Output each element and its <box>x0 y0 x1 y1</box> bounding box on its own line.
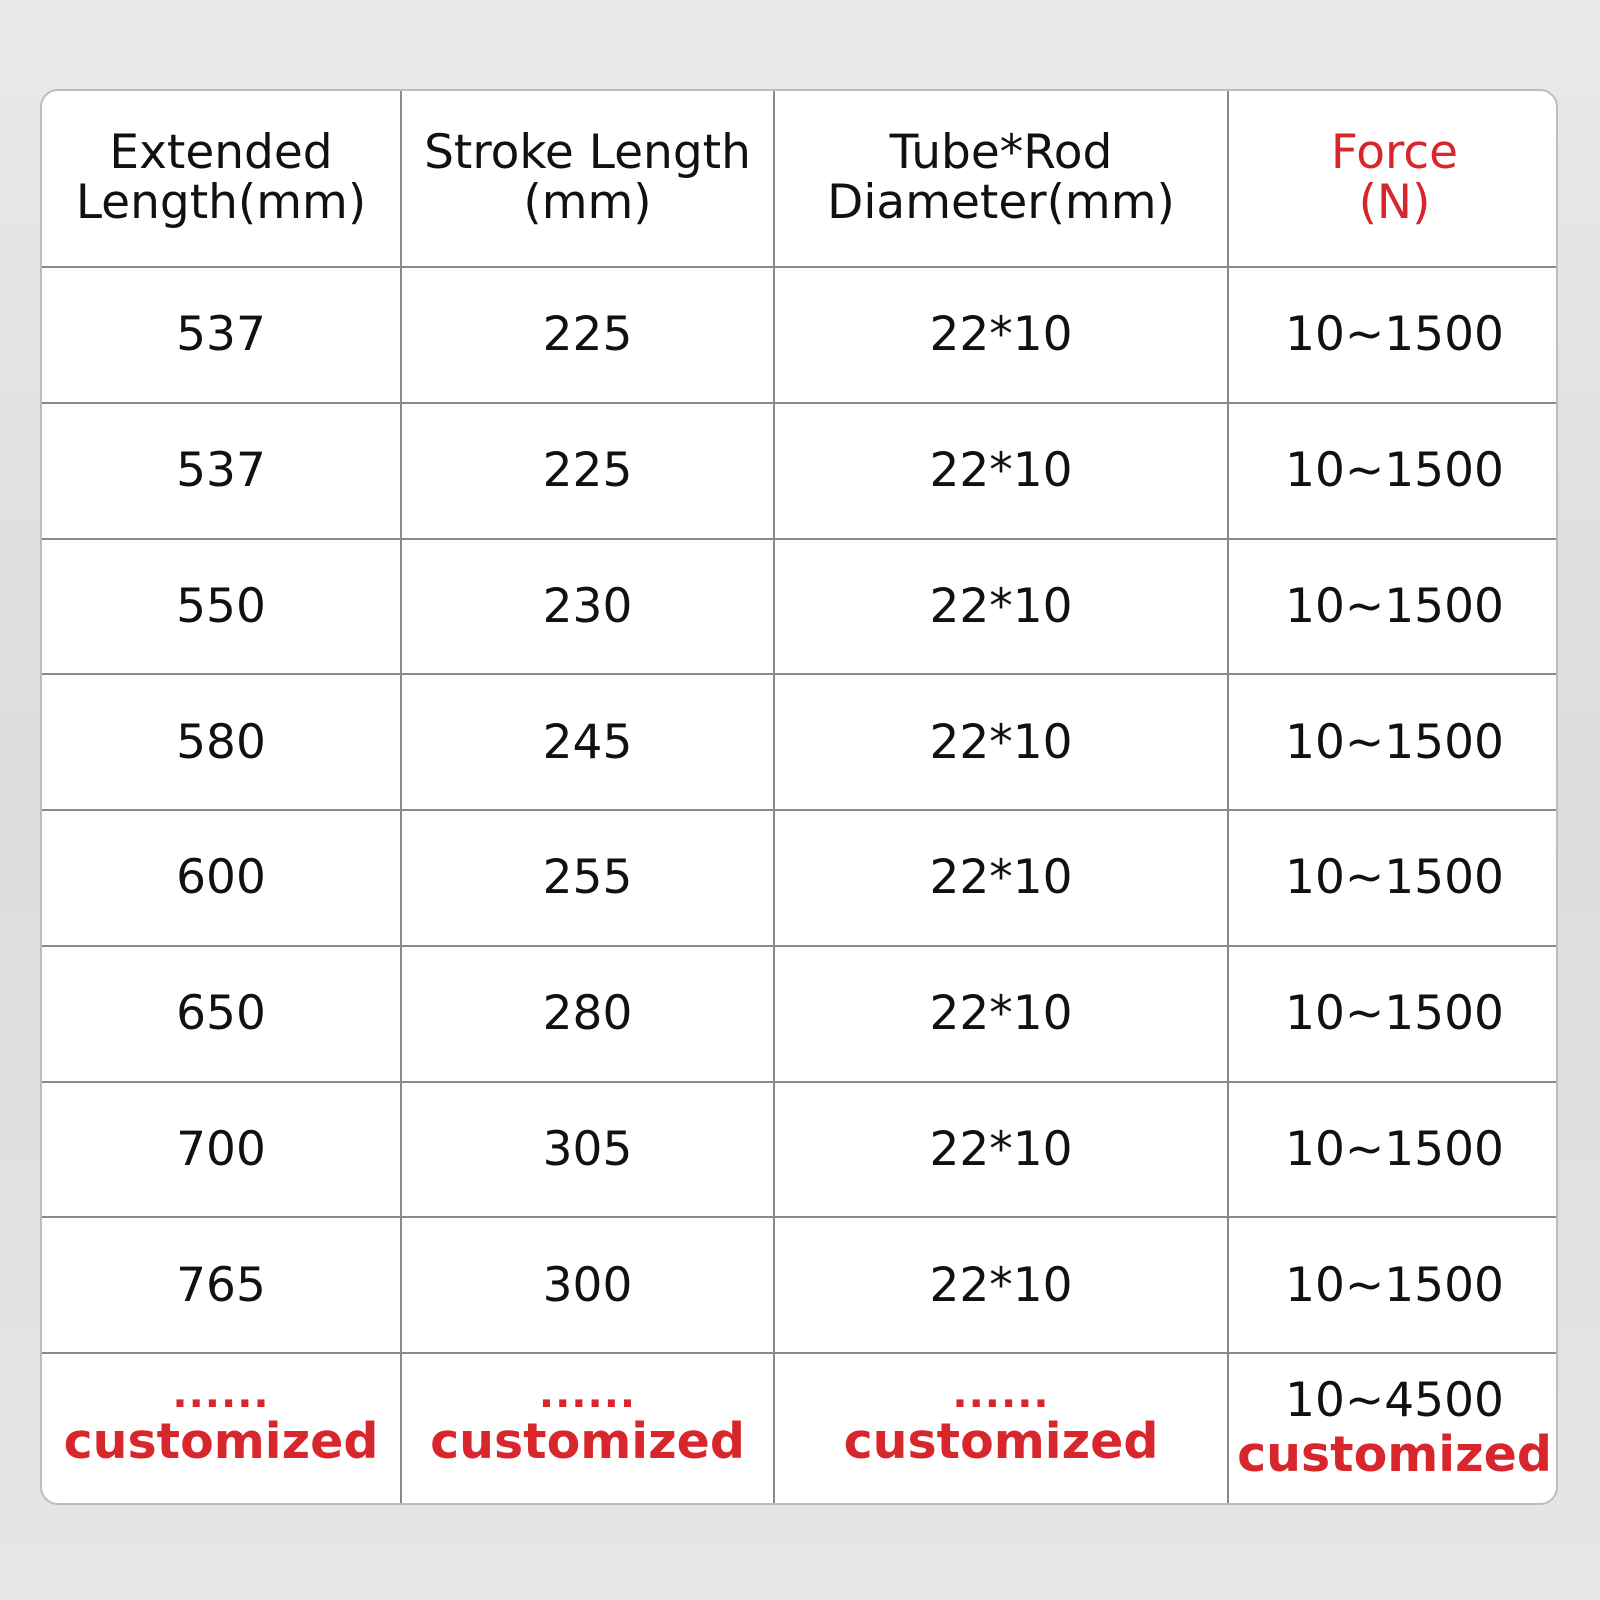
customized-label: customized <box>1237 1425 1552 1483</box>
stroke-length-cell: 225 <box>401 267 774 403</box>
table-row <box>42 810 1558 946</box>
stroke-length-cell: 245 <box>401 674 774 810</box>
header-row <box>42 91 1558 267</box>
diameter-cell: 22*10 <box>774 810 1228 946</box>
diameter-cell: 22*10 <box>774 1082 1228 1218</box>
extended-length-cell: 550 <box>42 539 401 675</box>
force-cell: 10~1500 <box>1228 403 1558 539</box>
stroke-length-cell: 225 <box>401 403 774 539</box>
extended-length-cell: 600 <box>42 810 401 946</box>
table-row <box>42 946 1558 1082</box>
customized-label: customized <box>430 1412 745 1470</box>
diameter-cell: 22*10 <box>774 946 1228 1082</box>
diameter-cell: 22*10 <box>774 267 1228 403</box>
force-cell: 10~1500 <box>1228 946 1558 1082</box>
customized-stroke-length-cell <box>401 1353 774 1503</box>
header-tube-rod-diameter <box>774 91 1228 267</box>
customized-row <box>42 1353 1558 1503</box>
extended-length-cell: 700 <box>42 1082 401 1218</box>
ellipsis-dots: ...... <box>538 1370 637 1417</box>
stroke-length-cell: 230 <box>401 539 774 675</box>
extended-length-cell: 765 <box>42 1217 401 1353</box>
header-extended-length <box>42 91 401 267</box>
stroke-length-cell: 280 <box>401 946 774 1082</box>
force-cell: 10~1500 <box>1228 1217 1558 1353</box>
diameter-cell: 22*10 <box>774 674 1228 810</box>
header-line: Diameter(mm) <box>827 175 1175 231</box>
spec-table <box>42 91 1558 1503</box>
header-stroke-length <box>401 91 774 267</box>
force-range-value: 10~4500 <box>1285 1372 1504 1428</box>
header-line: Stroke Length <box>424 125 751 181</box>
ellipsis-dots: ...... <box>172 1370 270 1417</box>
extended-length-cell: 580 <box>42 674 401 810</box>
ellipsis-dots: ...... <box>952 1370 1050 1417</box>
force-cell: 10~1500 <box>1228 267 1558 403</box>
header-line: Force <box>1330 125 1459 181</box>
force-cell: 10~1500 <box>1228 539 1558 675</box>
customized-extended-length-cell <box>42 1353 401 1503</box>
header-line: Extended <box>109 125 333 181</box>
stroke-length-cell: 305 <box>401 1082 774 1218</box>
header-line: Tube*Rod <box>889 125 1113 181</box>
diameter-cell: 22*10 <box>774 539 1228 675</box>
table-row <box>42 674 1558 810</box>
stroke-length-cell: 255 <box>401 810 774 946</box>
header-line: (N) <box>1358 175 1431 231</box>
diameter-cell: 22*10 <box>774 403 1228 539</box>
table-row <box>42 1217 1558 1353</box>
customized-label: customized <box>843 1412 1159 1470</box>
spec-table-card <box>40 89 1558 1505</box>
table-row <box>42 403 1558 539</box>
extended-length-cell: 537 <box>42 267 401 403</box>
header-force <box>1228 91 1558 267</box>
customized-force-cell <box>1228 1353 1558 1503</box>
table-row <box>42 1082 1558 1218</box>
header-line: Length(mm) <box>75 175 367 231</box>
customized-label: customized <box>63 1412 379 1470</box>
force-cell: 10~1500 <box>1228 810 1558 946</box>
customized-diameter-cell <box>774 1353 1228 1503</box>
table-row <box>42 267 1558 403</box>
header-line: (mm) <box>523 175 652 231</box>
table-row <box>42 539 1558 675</box>
diameter-cell: 22*10 <box>774 1217 1228 1353</box>
extended-length-cell: 650 <box>42 946 401 1082</box>
extended-length-cell: 537 <box>42 403 401 539</box>
stroke-length-cell: 300 <box>401 1217 774 1353</box>
force-cell: 10~1500 <box>1228 674 1558 810</box>
force-cell: 10~1500 <box>1228 1082 1558 1218</box>
